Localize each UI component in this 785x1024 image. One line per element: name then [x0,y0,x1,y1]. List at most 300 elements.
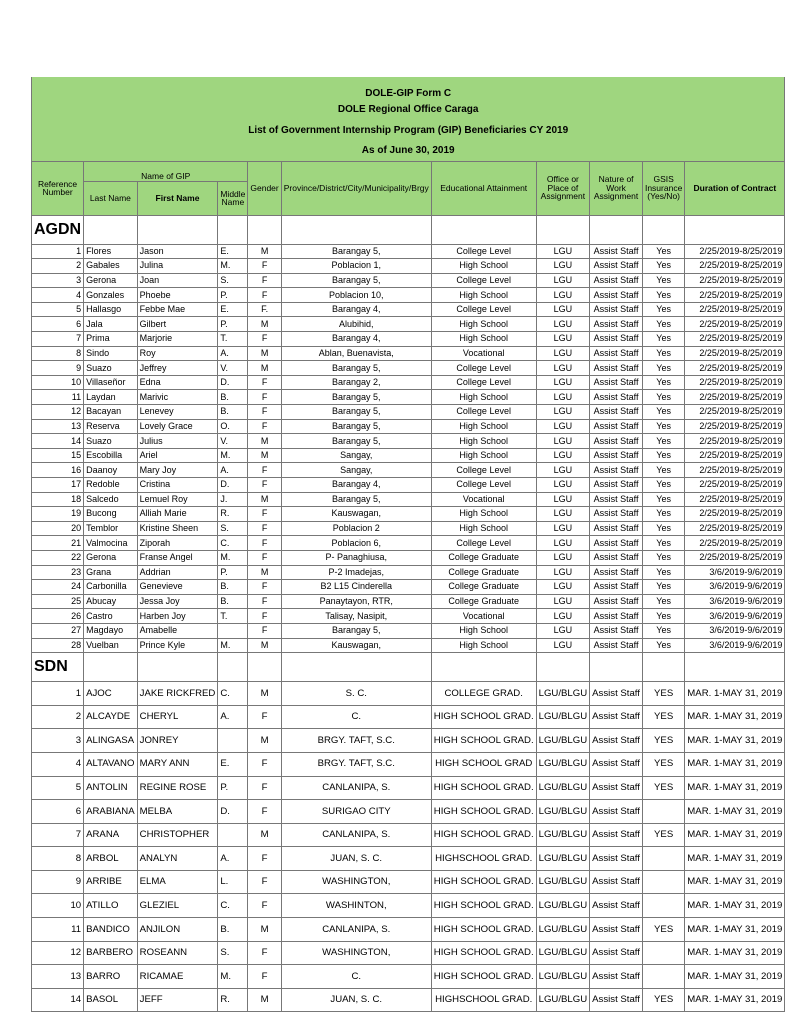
office: LGU [536,405,590,420]
header-name-of-gip: Name of GIP [84,161,248,181]
last-name: Laydan [84,390,138,405]
gsis: YES [642,705,684,729]
education: High School [431,623,536,638]
ref-number: 26 [32,609,84,624]
first-name: Gilbert [137,317,218,332]
gender: F [248,507,281,522]
gsis: YES [642,729,684,753]
duration: 2/25/2019-8/25/2019 [685,405,785,420]
gsis: Yes [642,434,684,449]
first-name: Franse Angel [137,550,218,565]
address: Talisay, Nasipit, [281,609,431,624]
gsis [642,800,684,824]
gsis: Yes [642,594,684,609]
gender: M [248,492,281,507]
address: Barangay 4, [281,332,431,347]
gender: F [248,623,281,638]
last-name: Gabales [84,259,138,274]
first-name: Marjorie [137,332,218,347]
table-row [32,448,785,463]
table-row [32,375,785,390]
address: Barangay 5, [281,273,431,288]
last-name: Suazo [84,434,138,449]
office: LGU/BLGU [536,705,590,729]
gender: F [248,478,281,493]
address: CANLANIPA, S. [281,823,431,847]
table-row [32,580,785,595]
gsis: Yes [642,492,684,507]
ref-number: 14 [32,434,84,449]
first-name: Edna [137,375,218,390]
education: College Level [431,244,536,259]
middle-initial: O. [218,419,248,434]
ref-number: 12 [32,405,84,420]
table-row [32,361,785,376]
gender: F [248,405,281,420]
address: JUAN, S. C. [281,847,431,871]
first-name: ANALYN [137,847,218,871]
office: LGU [536,463,590,478]
last-name: Prima [84,332,138,347]
office: LGU/BLGU [536,941,590,965]
middle-initial [218,823,248,847]
duration: MAR. 1-MAY 31, 2019 [685,682,785,706]
first-name: GLEZIEL [137,894,218,918]
gender: F [248,550,281,565]
table-row [32,638,785,653]
first-name: Mary Joy [137,463,218,478]
table-row [32,346,785,361]
table-row [32,870,785,894]
duration: 2/25/2019-8/25/2019 [685,302,785,317]
education: HIGH SCHOOL GRAD. [431,800,536,824]
last-name: BARRO [84,965,138,989]
empty-cell [137,653,218,682]
nature-of-work: Assist Staff [590,918,643,942]
middle-initial: V. [218,434,248,449]
empty-cell [218,215,248,244]
address: B2 L15 Cinderella [281,580,431,595]
gsis: Yes [642,478,684,493]
education: College Level [431,302,536,317]
gsis: Yes [642,332,684,347]
duration: MAR. 1-MAY 31, 2019 [685,823,785,847]
last-name: ALTAVANO [84,752,138,776]
address: Barangay 5, [281,405,431,420]
duration: MAR. 1-MAY 31, 2019 [685,705,785,729]
nature-of-work: Assist Staff [590,823,643,847]
gsis [642,894,684,918]
first-name: Lenevey [137,405,218,420]
table-row [32,521,785,536]
duration: 2/25/2019-8/25/2019 [685,550,785,565]
header-duration: Duration of Contract [685,161,785,215]
table-row [32,594,785,609]
table-row [32,550,785,565]
nature-of-work: Assist Staff [590,638,643,653]
gsis [642,847,684,871]
first-name: JEFF [137,988,218,1012]
last-name: Villaseñor [84,375,138,390]
nature-of-work: Assist Staff [590,870,643,894]
last-name: Bucong [84,507,138,522]
last-name: ARANA [84,823,138,847]
gender: M [248,638,281,653]
first-name: RICAMAE [137,965,218,989]
duration: 2/25/2019-8/25/2019 [685,332,785,347]
first-name: Roy [137,346,218,361]
middle-initial: M. [218,638,248,653]
ref-number: 5 [32,776,84,800]
empty-cell [685,653,785,682]
duration: MAR. 1-MAY 31, 2019 [685,965,785,989]
gsis: YES [642,988,684,1012]
middle-initial: A. [218,463,248,478]
duration: 2/25/2019-8/25/2019 [685,273,785,288]
ref-number: 11 [32,918,84,942]
education: College Graduate [431,565,536,580]
ref-number: 2 [32,705,84,729]
education: College Graduate [431,594,536,609]
office: LGU/BLGU [536,682,590,706]
gsis: Yes [642,448,684,463]
duration: MAR. 1-MAY 31, 2019 [685,847,785,871]
address: Poblacion 10, [281,288,431,303]
section-label: AGDN [32,215,84,244]
middle-initial: J. [218,492,248,507]
first-name: Phoebe [137,288,218,303]
last-name: Grana [84,565,138,580]
first-name: ANJILON [137,918,218,942]
gender: F [248,580,281,595]
last-name: BASOL [84,988,138,1012]
gsis: Yes [642,609,684,624]
last-name: Escobilla [84,448,138,463]
middle-initial: S. [218,521,248,536]
middle-initial [218,623,248,638]
address: WASHINGTON, [281,870,431,894]
office: LGU [536,375,590,390]
office: LGU/BLGU [536,752,590,776]
middle-initial [218,729,248,753]
ref-number: 4 [32,752,84,776]
gender: M [248,823,281,847]
table-row [32,332,785,347]
office: LGU [536,332,590,347]
address: Sangay, [281,463,431,478]
ref-number: 21 [32,536,84,551]
last-name: BARBERO [84,941,138,965]
education: COLLEGE GRAD. [431,682,536,706]
ref-number: 1 [32,244,84,259]
gsis: YES [642,776,684,800]
office: LGU [536,536,590,551]
section-header-agdn [32,215,785,244]
header-gender: Gender [248,161,281,215]
gsis: Yes [642,463,684,478]
nature-of-work: Assist Staff [590,609,643,624]
empty-cell [431,215,536,244]
empty-cell [642,653,684,682]
nature-of-work: Assist Staff [590,507,643,522]
duration: 3/6/2019-9/6/2019 [685,580,785,595]
first-name: ELMA [137,870,218,894]
nature-of-work: Assist Staff [590,894,643,918]
gender: M [248,988,281,1012]
first-name: Febbe Mae [137,302,218,317]
duration: 3/6/2019-9/6/2019 [685,623,785,638]
ref-number: 3 [32,273,84,288]
ref-number: 23 [32,565,84,580]
office: LGU [536,273,590,288]
address: C. [281,705,431,729]
ref-number: 3 [32,729,84,753]
gsis: Yes [642,273,684,288]
ref-number: 7 [32,823,84,847]
ref-number: 6 [32,800,84,824]
education: HIGHSCHOOL GRAD. [431,988,536,1012]
education: High School [431,521,536,536]
address: Barangay 5, [281,390,431,405]
duration: MAR. 1-MAY 31, 2019 [685,776,785,800]
gsis: Yes [642,405,684,420]
gsis [642,941,684,965]
gsis: Yes [642,361,684,376]
first-name: Ziporah [137,536,218,551]
middle-initial: C. [218,682,248,706]
empty-cell [248,215,281,244]
address: Poblacion 2 [281,521,431,536]
gsis: YES [642,682,684,706]
nature-of-work: Assist Staff [590,259,643,274]
ref-number: 4 [32,288,84,303]
office: LGU [536,580,590,595]
gender: F [248,800,281,824]
empty-cell [84,215,138,244]
middle-initial: A. [218,847,248,871]
office: LGU [536,594,590,609]
gender: M [248,565,281,580]
nature-of-work: Assist Staff [590,941,643,965]
address: Sangay, [281,448,431,463]
ref-number: 8 [32,847,84,871]
duration: MAR. 1-MAY 31, 2019 [685,894,785,918]
first-name: Lemuel Roy [137,492,218,507]
gender: F [248,273,281,288]
ref-number: 27 [32,623,84,638]
empty-cell [281,215,431,244]
duration: 2/25/2019-8/25/2019 [685,419,785,434]
nature-of-work: Assist Staff [590,965,643,989]
nature-of-work: Assist Staff [590,682,643,706]
education: College Level [431,536,536,551]
office: LGU [536,448,590,463]
middle-initial: P. [218,565,248,580]
gender: F. [248,302,281,317]
gender: M [248,448,281,463]
middle-initial: R. [218,507,248,522]
office: LGU [536,302,590,317]
last-name: ARBOL [84,847,138,871]
ref-number: 9 [32,361,84,376]
first-name: CHRISTOPHER [137,823,218,847]
address: WASHINGTON, [281,941,431,965]
education: High School [431,317,536,332]
nature-of-work: Assist Staff [590,244,643,259]
last-name: ANTOLIN [84,776,138,800]
first-name: MARY ANN [137,752,218,776]
first-name: Jason [137,244,218,259]
education: High School [431,434,536,449]
middle-initial: C. [218,894,248,918]
middle-initial: M. [218,550,248,565]
first-name: ROSEANN [137,941,218,965]
office: LGU [536,434,590,449]
empty-cell [248,653,281,682]
gender: F [248,419,281,434]
nature-of-work: Assist Staff [590,705,643,729]
education: HIGH SCHOOL GRAD. [431,729,536,753]
address: BRGY. TAFT, S.C. [281,729,431,753]
gender: F [248,390,281,405]
nature-of-work: Assist Staff [590,317,643,332]
duration: 2/25/2019-8/25/2019 [685,521,785,536]
gender: F [248,259,281,274]
gender: F [248,521,281,536]
ref-number: 7 [32,332,84,347]
first-name: Amabelle [137,623,218,638]
middle-initial: P. [218,776,248,800]
education: HIGHSCHOOL GRAD. [431,847,536,871]
nature-of-work: Assist Staff [590,623,643,638]
gender: F [248,941,281,965]
education: High School [431,638,536,653]
duration: 2/25/2019-8/25/2019 [685,478,785,493]
nature-of-work: Assist Staff [590,988,643,1012]
middle-initial: B. [218,918,248,942]
duration: MAR. 1-MAY 31, 2019 [685,988,785,1012]
ref-number: 14 [32,988,84,1012]
address: P- Panaghiusa, [281,550,431,565]
last-name: Flores [84,244,138,259]
middle-initial: B. [218,594,248,609]
education: Vocational [431,346,536,361]
office: LGU [536,346,590,361]
education: College Level [431,478,536,493]
duration: 2/25/2019-8/25/2019 [685,361,785,376]
first-name: Jeffrey [137,361,218,376]
header-reference-number: Reference Number [32,161,84,215]
first-name: Jessa Joy [137,594,218,609]
education: College Graduate [431,550,536,565]
gsis: Yes [642,638,684,653]
ref-number: 16 [32,463,84,478]
address: P-2 Imadejas, [281,565,431,580]
nature-of-work: Assist Staff [590,729,643,753]
last-name: Sindo [84,346,138,361]
last-name: Carbonilla [84,580,138,595]
gender: F [248,463,281,478]
gender: F [248,752,281,776]
gsis: Yes [642,302,684,317]
nature-of-work: Assist Staff [590,521,643,536]
middle-initial: E. [218,752,248,776]
address: WASHINTON, [281,894,431,918]
last-name: Magdayo [84,623,138,638]
duration: 2/25/2019-8/25/2019 [685,346,785,361]
address: Barangay 5, [281,434,431,449]
table-row [32,463,785,478]
form-title: DOLE-GIP Form C [32,77,785,99]
empty-cell [642,215,684,244]
gsis: Yes [642,536,684,551]
address: Poblacion 1, [281,259,431,274]
address: Barangay 5, [281,623,431,638]
education: College Level [431,463,536,478]
office: LGU/BLGU [536,988,590,1012]
education: High School [431,507,536,522]
ref-number: 1 [32,682,84,706]
table-row [32,434,785,449]
duration: 3/6/2019-9/6/2019 [685,565,785,580]
gsis [642,965,684,989]
office: LGU [536,507,590,522]
sections-body [32,215,785,1012]
table-row [32,244,785,259]
empty-cell [536,215,590,244]
header-nature-of-work: Nature of Work Assignment [590,161,643,215]
office: LGU [536,478,590,493]
education: HIGH SCHOOL GRAD. [431,705,536,729]
office: LGU [536,244,590,259]
first-name: Lovely Grace [137,419,218,434]
list-title: List of Government Internship Program (GIP) Beneficiaries CY 2019 [32,120,785,141]
office: LGU [536,638,590,653]
education: High School [431,288,536,303]
middle-initial: T. [218,609,248,624]
ref-number: 6 [32,317,84,332]
first-name: Marivic [137,390,218,405]
address: JUAN, S. C. [281,988,431,1012]
nature-of-work: Assist Staff [590,332,643,347]
table-row [32,492,785,507]
middle-initial: B. [218,405,248,420]
gender: F [248,847,281,871]
gsis: Yes [642,580,684,595]
education: HIGH SCHOOL GRAD. [431,870,536,894]
ref-number: 22 [32,550,84,565]
table-row [32,847,785,871]
gsis: Yes [642,288,684,303]
table-row [32,478,785,493]
middle-initial: D. [218,800,248,824]
table-row [32,609,785,624]
nature-of-work: Assist Staff [590,361,643,376]
nature-of-work: Assist Staff [590,390,643,405]
first-name: Cristina [137,478,218,493]
last-name: Temblor [84,521,138,536]
duration: 3/6/2019-9/6/2019 [685,638,785,653]
office: LGU/BLGU [536,729,590,753]
address: Barangay 5, [281,244,431,259]
education: HIGH SCHOOL GRAD. [431,965,536,989]
table-row [32,965,785,989]
nature-of-work: Assist Staff [590,273,643,288]
first-name: Ariel [137,448,218,463]
last-name: Abucay [84,594,138,609]
table-row [32,288,785,303]
last-name: Vuelban [84,638,138,653]
